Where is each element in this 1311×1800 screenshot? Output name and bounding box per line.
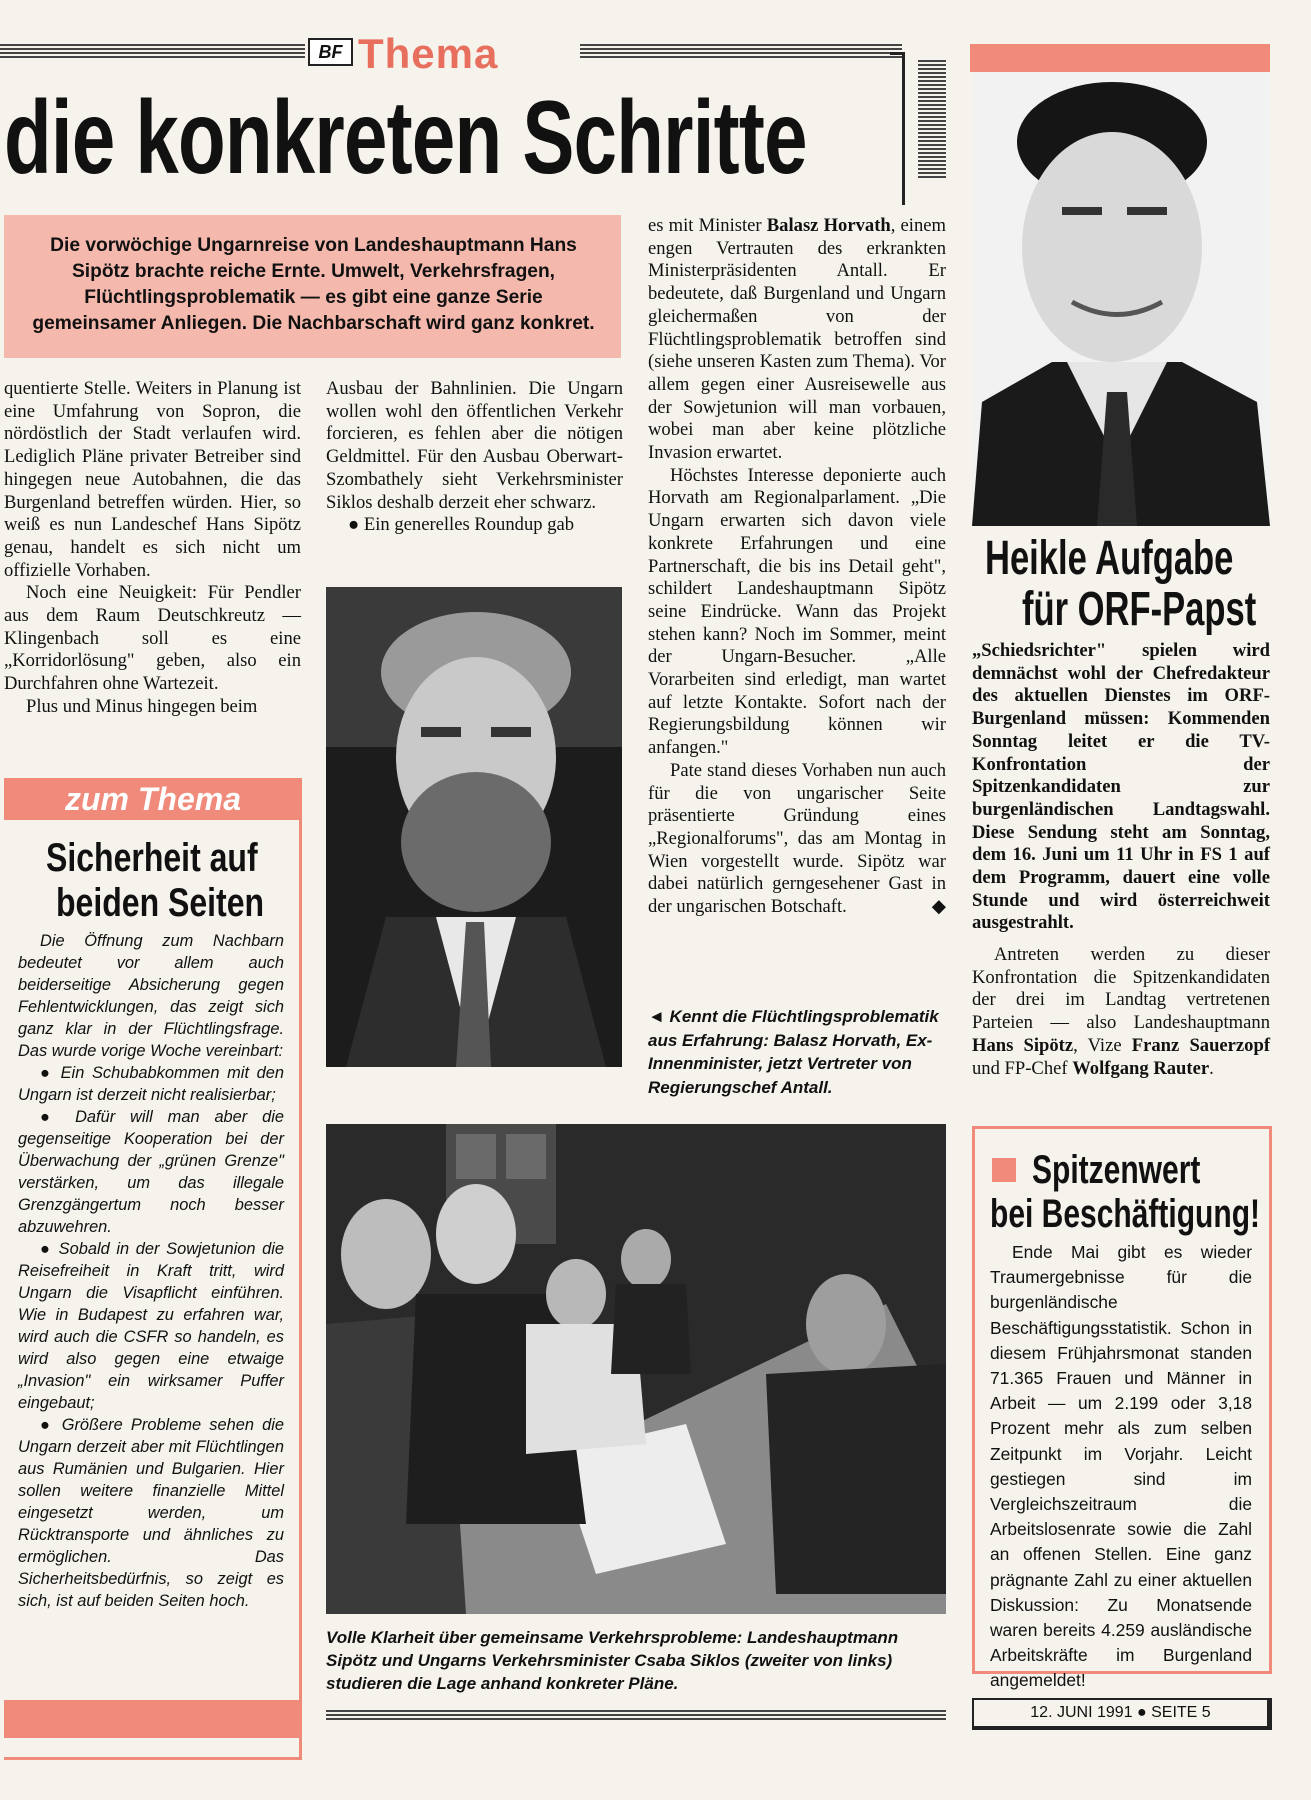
jobs-title-line-1: Spitzenwert: [1032, 1148, 1201, 1192]
thema-bullet-4: ● Größere Probleme sehen die Ungarn derzeit aber mit Flüchtlingen aus Rumänien und Bulgarien. Hier sollen weitere finanzielle Mittel eingesetzt werden, um Rücktransporte und ähnliches zu ermöglichen. Das Sicherheitsbedürfnis, so zeigt es sich, ist auf beiden Seiten hoch.: [18, 1416, 284, 1610]
end-mark-icon: ◆: [931, 896, 946, 918]
col1-paragraph-3: Plus und Minus hingegen beim: [26, 695, 258, 717]
jobs-square-icon: [992, 1158, 1016, 1182]
col3-paragraph-3: [648, 760, 946, 919]
column-1: [4, 378, 301, 719]
footer-box: [972, 1698, 1272, 1730]
col1-paragraph-2: Noch eine Neuigkeit: Für Pendler aus dem Raum Deutschkreutz — Klingenbach soll es eine „Korridorlösung" geben, also ein Durchfahren ohne Wartezeit.: [4, 582, 301, 695]
thema-title-line-1: Sicherheit auf: [46, 836, 258, 880]
thema-kicker: zum Thema: [64, 780, 242, 817]
orf-body-a: Antreten werden zu dieser Konfrontation die Spitzenkandidaten der drei im Landtag vertretenen Parteien — also Landeshauptmann: [972, 944, 1270, 1034]
orf-body-c: und FP-Chef: [972, 1057, 1073, 1079]
orf-name-sipoetz: Hans Sipötz: [972, 1034, 1074, 1056]
bottom-rule-center: [326, 1708, 946, 1720]
thema-intro: Die Öffnung zum Nachbarn bedeutet vor allem auch beiderseitige Absicherung gegen Fehlentwicklungen, das zeigt sich ganz klar in der Flüchtlingsfrage. Das wurde vorige Woche vereinbart:: [18, 932, 284, 1060]
lead-text: Die vorwöchige Ungarnreise von Landeshauptmann Hans Sipötz brachte reiche Ernte. Umwelt, Verkehrsfragen, Flüchtlingsproblematik — es gibt eine ganze Serie gemeinsamer Anliegen. Die Nachbarschaft wird ganz konkret.: [32, 235, 595, 334]
bf-logo-text: BF: [318, 41, 343, 62]
photo-orf-portrait: [972, 72, 1270, 526]
header-corner: [890, 52, 905, 205]
bf-logo: [308, 38, 353, 66]
col3-p3-text: Pate stand dieses Vorhaben nun auch für die von ungarischer Seite präsentierte Gründung eines „Regionalforums", das am Montag in Wien vorgestellt wurde. Sipötz war dabei natürlich gerngesehener Gast in der ungarischen Botschaft.: [648, 759, 946, 918]
photo-horvath-image: [326, 587, 622, 1067]
col2-paragraph-1: Ausbau der Bahnlinien. Die Ungarn wollen wohl den öffentlichen Verkehr forcieren, es fehlen aber die nötigen Geldmittel. Für den Ausbau Oberwart-Szombathely sieht Verkehrsminister Siklos deshalb derzeit eher schwarz.: [326, 378, 623, 513]
photo-orf-portrait-image: [972, 72, 1270, 526]
col3-p1-rest: , einem engen Vertrauten des erkrankten Ministerpräsidenten Antall. Er bedeutete, daß Burgenland und Ungarn gleichermaßen von der Flüchtlingsproblematik betroffen sind (siehe unseren Kasten zum Thema). Vor allem gegen einer Ausreisewelle aus der Sowjetunion will man vorbauen, wobei man aber keine plötzliche Invasion erwartet.: [648, 215, 946, 464]
caption-horvath: ◄ Kennt die Flüchtlingsproblematik aus Erfahrung: Balasz Horvath, Ex-Innenminister, jetzt Vertreter von Regierungschef Antall.: [648, 1007, 939, 1097]
thema-box-body: [18, 930, 284, 1612]
orf-body-paragraph: [972, 944, 1270, 1080]
orf-title-line-2: für ORF-Papst: [1022, 583, 1257, 636]
thema-bullet-2: ● Dafür will man aber die gegenseitige Kooperation bei der Überwachung der „grünen Grenze" verstärken, um das illegale Grenzgängertum noch besser abzuwehren.: [18, 1108, 284, 1236]
portrait-top-bar: [970, 44, 1270, 72]
header-rule-right: [580, 44, 902, 58]
header-rule-left: [0, 44, 305, 58]
caption-group: Volle Klarheit über gemeinsame Verkehrsprobleme: Landeshauptmann Sipötz und Ungarns Verkehrsminister Csaba Siklos (zweiter von links) studieren die Lage anhand konkreter Pläne.: [326, 1628, 899, 1693]
orf-body-b: , Vize: [1073, 1034, 1132, 1056]
orf-title-line-1: Heikle Aufgabe: [985, 532, 1234, 585]
col3-p1-start: es mit Minister: [648, 215, 767, 236]
thema-bullet-3: ● Sobald in der Sowjetunion die Reisefreiheit in Kraft tritt, wird Ungarn die Visapflicht einführen. Wie in Budapest zu erfahren war, wird auch die CSFR so handeln, es wird also gegen eine etwaige „Invasion" ein wirksamer Puffer eingebaut;: [18, 1240, 284, 1412]
section-label: Thema: [358, 30, 499, 77]
thema-title-line-2: beiden Seiten: [56, 881, 265, 925]
column-3: [648, 215, 946, 919]
thema-box-bottom-bar: [4, 1700, 302, 1738]
headline: die konkreten Schritte: [4, 80, 807, 196]
column-2: [326, 378, 623, 537]
photo-group: [326, 1124, 946, 1614]
col3-paragraph-1: [648, 215, 946, 465]
orf-name-sauerzopf: Franz Sauerzopf: [1131, 1034, 1271, 1056]
jobs-title-line-2: bei Beschäftigung!: [990, 1192, 1261, 1236]
orf-lead: „Schiedsrichter" spielen wird demnächst wohl der Chefredakteur des aktuellen Dienstes im ORF-Burgenland müssen: Kommenden Sonntag leitet er die TV-Konfrontation der Spitzenkandidaten zur burgenländischen Landtagswahl. Diese Sendung steht am Sonntag, dem 16. Juni um 11 Uhr in FS 1 auf dem Programm, dauert eine volle Stunde und wird österreichweit ausgestrahlt.: [972, 640, 1270, 934]
col3-paragraph-2: Höchstes Interesse deponierte auch Horvath am Regionalparlament. „Die Ungarn erwarten sich davon viele konkrete Erfahrungen und eine Partnerschaft, die bis ins Detail geht", schildert Landeshauptmann Sipötz seine Eindrücke. Wann das Projekt stehen kann? Noch im Sommer, meint der Ungarn-Besucher. „Alle Vorarbeiten sind erledigt, man wartet auf letzte Kontakte. Sofort nach der Regierungsbildung können wir anfangen.": [648, 464, 946, 759]
orf-body: [972, 944, 1270, 1080]
thema-box-kicker-bar: [4, 778, 302, 820]
col1-paragraph-1: quentierte Stelle. Weiters in Planung ist eine Umfahrung von Sopron, die nördöstlich der Stadt verlaufen wird. Lediglich Pläne privater Betreiber sind hingegen neue Autobahnen, die das Burgenland betreffen würden. Hier, so weiß es nun Landeschef Hans Sipötz genau, handelt es sich nicht um offizielle Vorhaben.: [4, 378, 301, 581]
col3-name-horvath: Balasz Horvath: [766, 215, 891, 236]
lead-box: [4, 215, 621, 358]
thema-bullet-1: ● Ein Schubabkommen mit den Ungarn ist derzeit nicht realisierbar;: [18, 1064, 284, 1104]
photo-group-image: [326, 1124, 946, 1614]
orf-name-rauter: Wolfgang Rauter: [1072, 1057, 1210, 1079]
header-side-bars: [918, 60, 946, 178]
jobs-body: Ende Mai gibt es wieder Traumergebnisse für die burgenländische Beschäftigungsstatistik. Schon in diesem Frühjahrsmonat standen 71.365 Frauen und Männer in Arbeit — um 2.199 oder 3,18 Prozent mehr als zum selben Zeitpunkt im Vorjahr. Leicht gestiegen sind im Vergleichszeitraum die Arbeitslosenrate sowie die Zahl an offenen Stellen. Eine ganz prägnante Zahl zu einer aktuellen Diskussion: Zu Monatsende waren bereits 4.259 ausländische Arbeitskräfte im Burgenland angemeldet!: [990, 1242, 1252, 1691]
photo-horvath: [326, 587, 622, 1067]
orf-body-d: .: [1209, 1057, 1214, 1079]
footer-text: 12. JUNI 1991 ● SEITE 5: [1030, 1704, 1211, 1721]
col2-paragraph-2: ● Ein generelles Roundup gab: [348, 514, 575, 536]
